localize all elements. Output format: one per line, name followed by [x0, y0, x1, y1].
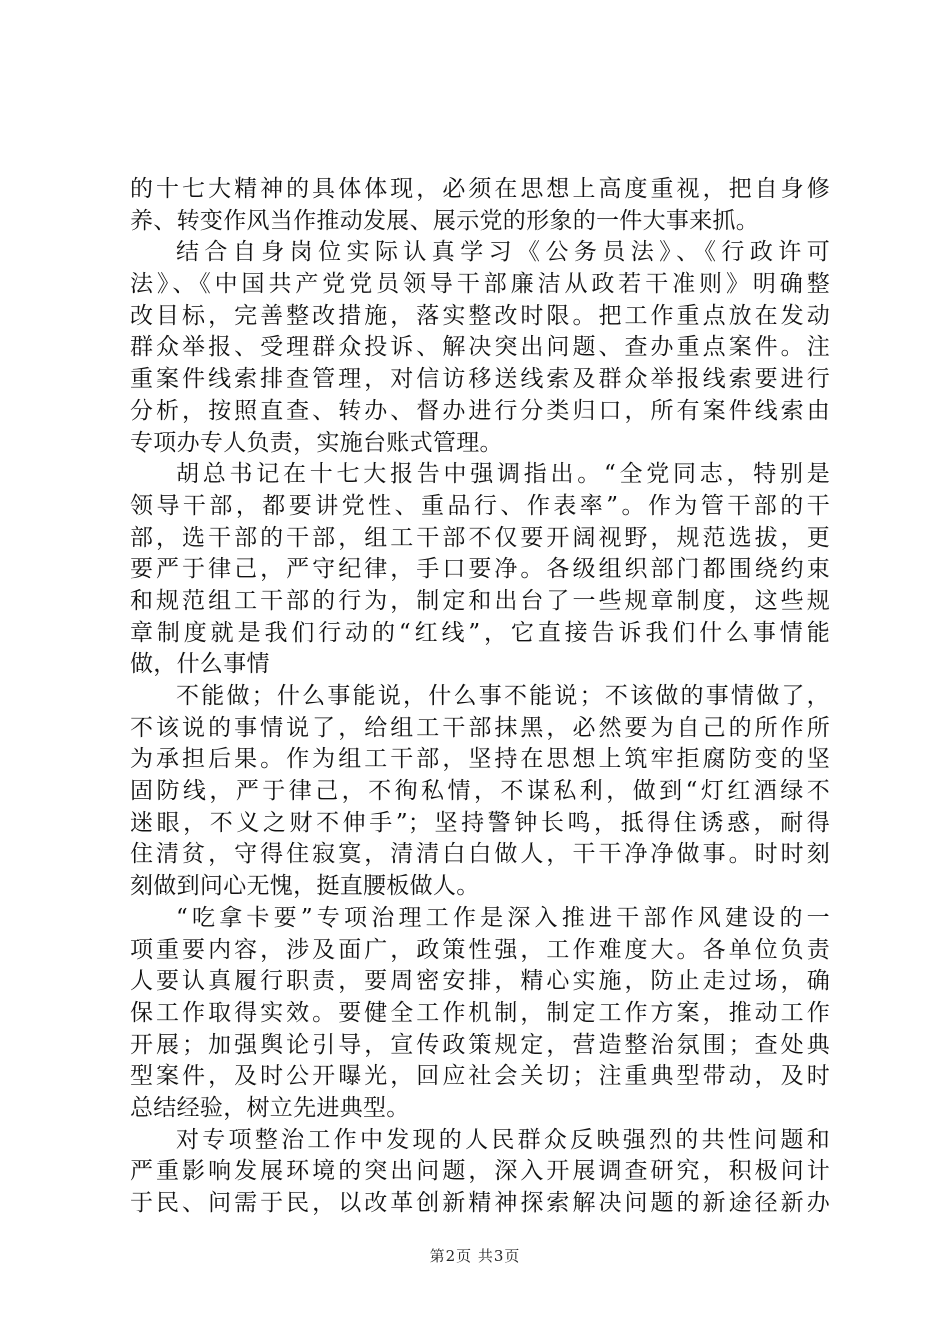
- text-line: 总结经验，树立先进典型。: [130, 1094, 410, 1121]
- paragraph-start-line: 对专项整治工作中发现的人民群众反映强烈的共性问题和: [176, 1126, 830, 1153]
- text-line: 迷眼，不义之财不伸手”；坚持警钟长鸣，抵得住诱惑，耐得: [130, 809, 830, 836]
- text-line: 型案件，及时公开曝光，回应社会关切；注重典型带动，及时: [130, 1063, 830, 1090]
- text-line: 人要认真履行职责，要周密安排，精心实施，防止走过场，确: [130, 968, 830, 995]
- document-body: [130, 174, 830, 1220]
- text-line: 分析，按照直查、转办、督办进行分类归口，所有案件线索由: [130, 397, 830, 424]
- text-line: 章制度就是我们行动的“红线”，它直接告诉我们什么事情能: [130, 619, 830, 646]
- text-line: 专项办专人负责，实施台账式管理。: [130, 429, 503, 456]
- text-line: 群众举报、受理群众投诉、解决突出问题、查办重点案件。注: [130, 334, 830, 361]
- text-line: 的十七大精神的具体体现，必须在思想上高度重视，把自身修: [130, 176, 830, 202]
- text-line: 养、转变作风当作推动发展、展示党的形象的一件大事来抓。: [130, 207, 760, 234]
- text-line: 住清贫，守得住寂寞，清清白白做人，干干净净做事。时时刻: [130, 841, 830, 868]
- page-footer: 第2页 共3页: [429, 1247, 521, 1265]
- text-line: 做，什么事情: [130, 651, 270, 678]
- text-line: 重案件线索排查管理，对信访移送线索及群众举报线索要进行: [130, 366, 830, 393]
- text-line: 开展；加强舆论引导，宣传政策规定，营造整治氛围；查处典: [130, 1031, 830, 1058]
- text-line: 为承担后果。作为组工干部，坚持在思想上筑牢拒腐防变的坚: [130, 746, 830, 773]
- text-line: 保工作取得实效。要健全工作机制，制定工作方案，推动工作: [130, 999, 830, 1026]
- paragraph-start-line: 不能做；什么事能说，什么事不能说；不该做的事情做了，: [176, 683, 830, 709]
- paragraph-start-line: “吃拿卡要”专项治理工作是深入推进干部作风建设的一: [176, 904, 830, 931]
- text-line: 改目标，完善整改措施，落实整改时限。把工作重点放在发动: [130, 302, 830, 329]
- text-line: 刻做到问心无愧，挺直腰板做人。: [130, 873, 480, 900]
- text-line: 要严于律己，严守纪律，手口要净。各级组织部门都围绕约束: [130, 556, 830, 583]
- paragraph-start-line: 结合自身岗位实际认真学习《公务员法》、《行政许可: [176, 239, 830, 266]
- text-line: 固防线，严于律己，不徇私情，不谋私利，做到“灯红酒绿不: [130, 778, 830, 805]
- text-line: 部，选干部的干部，组工干部不仅要开阔视野，规范选拔，更: [130, 524, 830, 551]
- text-line: 和规范组工干部的行为，制定和出台了一些规章制度，这些规: [130, 587, 830, 614]
- text-line: 法》、《中国共产党党员领导干部廉洁从政若干准则》明确整: [130, 271, 830, 298]
- text-line: 项重要内容，涉及面广，政策性强，工作难度大。各单位负责: [130, 936, 830, 963]
- text-line: 领导干部，都要讲党性、重品行、作表率”。作为管干部的干: [130, 492, 830, 519]
- text-line: 不该说的事情说了，给组工干部抹黑，必然要为自己的所作所: [130, 714, 830, 741]
- paragraph-start-line: 胡总书记在十七大报告中强调指出。“全党同志，特别是: [176, 461, 830, 488]
- text-line: 严重影响发展环境的突出问题，深入开展调查研究，积极问计: [130, 1158, 830, 1185]
- text-line: 于民、问需于民，以改革创新精神探索解决问题的新途径新办: [130, 1190, 830, 1216]
